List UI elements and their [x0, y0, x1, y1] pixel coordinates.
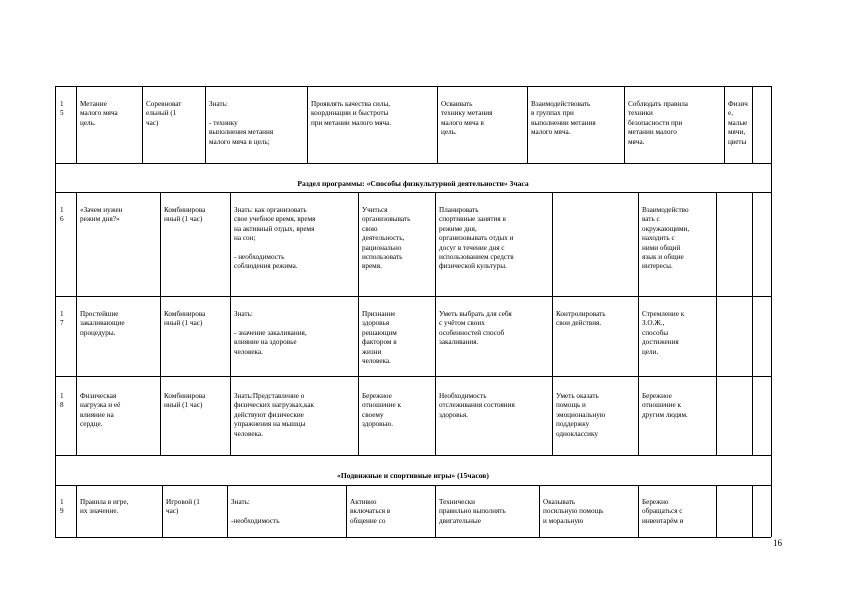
row-divider	[55, 192, 771, 193]
section-header: Раздел программы: «Способы физкультурной деятельности» 3часа	[297, 179, 529, 188]
lesson-communicative: Уметь оказать помощь и эмоциональную поддержку одноклассику	[556, 392, 606, 438]
lesson-personal-results: Бережное отношение к своему здоровью.	[362, 392, 401, 429]
column-divider	[752, 192, 753, 455]
lesson-personal-results: Признание здоровья решающим фактором в жизни человека.	[362, 310, 397, 366]
lesson-topic: Метание малого мяча цель.	[80, 100, 118, 127]
lesson-type: Соревноват ельный (1 час)	[146, 100, 182, 127]
lesson-communicative	[556, 206, 636, 295]
column-divider	[358, 192, 359, 455]
column-divider	[752, 86, 753, 163]
column-divider	[752, 485, 753, 537]
lesson-number: 1 9	[60, 498, 64, 516]
lesson-communicative: Взаимодействовать в группах при выполнении метания малого мяча.	[531, 100, 596, 137]
lesson-equipment: Физич е, малые мячи, цветы	[728, 100, 748, 146]
lesson-date	[755, 498, 769, 536]
lesson-regulatory: Планировать спортивные занятия в режиме дня, организовывать отдых и досуг в течение дня с использованием средств физической культуры.	[439, 206, 514, 271]
row-divider	[55, 376, 771, 377]
lesson-regulatory: Технически правильно выполнять двигательные	[439, 498, 506, 525]
lesson-knowledge: Знать:Представление о физических нагрузках,как действуют физические упражнения на мышцы человека.	[234, 392, 315, 438]
lesson-regulatory: Необходимость отслеживания состояния здоровья.	[439, 392, 515, 419]
lesson-equipment	[720, 392, 750, 454]
lesson-topic: «Зачем нужен режим дня?»	[80, 206, 123, 224]
lesson-regulatory: Уметь выбрать для себя с учётом своих особенностей способ закаливания.	[439, 310, 512, 347]
column-divider	[160, 192, 161, 455]
column-divider	[437, 86, 438, 163]
lesson-personal-results: Активно включаться в общение со	[350, 498, 391, 525]
lesson-date	[755, 310, 769, 375]
lesson-type: Комбинирова нный (1 час)	[164, 206, 206, 224]
lesson-regulatory: Осваивать технику метания малого мяча в цель.	[441, 100, 493, 137]
column-divider	[76, 485, 77, 537]
lesson-communicative: Оказывать посильную помощь и моральную	[543, 498, 604, 525]
column-divider	[307, 86, 308, 163]
lesson-equipment	[720, 498, 750, 536]
column-divider	[142, 86, 143, 163]
lesson-personal-results: Проявлять качества силы, координации и быстроты при метании малого мяча.	[311, 100, 392, 127]
column-divider	[724, 86, 725, 163]
lesson-date	[755, 100, 769, 162]
column-divider	[435, 485, 436, 537]
table-top-border	[55, 86, 771, 87]
lesson-cognitive: Соблюдать правила техники безопасности при метании малого мяча.	[628, 100, 688, 146]
lesson-knowledge: Знать: - значение закаливания, влияние на здоровье человека.	[234, 310, 307, 356]
column-divider	[716, 485, 717, 537]
lesson-cognitive: Бережное отношение к другим людям.	[642, 392, 688, 419]
lesson-number: 1 8	[60, 392, 64, 410]
lesson-cognitive: Взаимодейство вать с окружающими, находить с ними общий язык и общие интересы.	[642, 206, 690, 271]
page-number: 16	[773, 538, 782, 548]
lesson-equipment	[720, 206, 750, 295]
table-bottom-border	[55, 537, 771, 538]
lesson-number: 1 6	[60, 206, 64, 224]
row-divider	[55, 296, 771, 297]
row-divider	[55, 163, 771, 164]
lesson-topic: Правила в игре, их значение.	[80, 498, 129, 516]
lesson-equipment	[720, 310, 750, 375]
column-divider	[716, 192, 717, 455]
column-divider	[624, 86, 625, 163]
column-divider	[76, 86, 77, 163]
lesson-date	[755, 206, 769, 295]
lesson-communicative: Контролировать свои действия.	[556, 310, 606, 328]
table-right-border	[771, 86, 772, 537]
column-divider	[435, 192, 436, 455]
section-header: «Подвижные и спортивные игры» (15часов)	[337, 471, 489, 480]
column-divider	[539, 485, 540, 537]
column-divider	[205, 86, 206, 163]
column-divider	[552, 192, 553, 455]
column-divider	[638, 192, 639, 455]
lesson-knowledge: Знать: - технику выполнения метания малого мяча в цель;	[209, 100, 274, 146]
lesson-type: Комбинирова нный (1 час)	[164, 310, 206, 328]
column-divider	[346, 485, 347, 537]
lesson-topic: Физическая нагрузка и её влияние на сердце.	[80, 392, 121, 429]
column-divider	[227, 485, 228, 537]
column-divider	[76, 192, 77, 455]
column-divider	[230, 192, 231, 455]
column-divider	[638, 485, 639, 537]
lesson-knowledge: Знать: -необходимость	[231, 498, 280, 525]
row-divider	[55, 455, 771, 456]
lesson-knowledge: Знать: как организовать свое учебное время, время на активный отдых, время на сон; - необходимость соблюдения режима.	[234, 206, 316, 271]
column-divider	[527, 86, 528, 163]
lesson-cognitive: Бережно обращаться с инвентарём и	[642, 498, 684, 525]
lesson-personal-results: Учиться организовывать свою деятельность, рационально использовать время.	[362, 206, 411, 271]
column-divider	[162, 485, 163, 537]
lesson-type: Комбинирова нный (1 час)	[164, 392, 206, 410]
lesson-cognitive: Стремление к З.О.Ж., способы достижения цели.	[642, 310, 685, 356]
lesson-number: 1 7	[60, 310, 64, 328]
lesson-date	[755, 392, 769, 454]
lesson-topic: Простейшие закаливающие процедуры.	[80, 310, 125, 337]
lesson-number: 1 5	[60, 100, 64, 118]
table-left-border	[55, 86, 56, 537]
lesson-type: Игровой (1 час)	[166, 498, 200, 516]
